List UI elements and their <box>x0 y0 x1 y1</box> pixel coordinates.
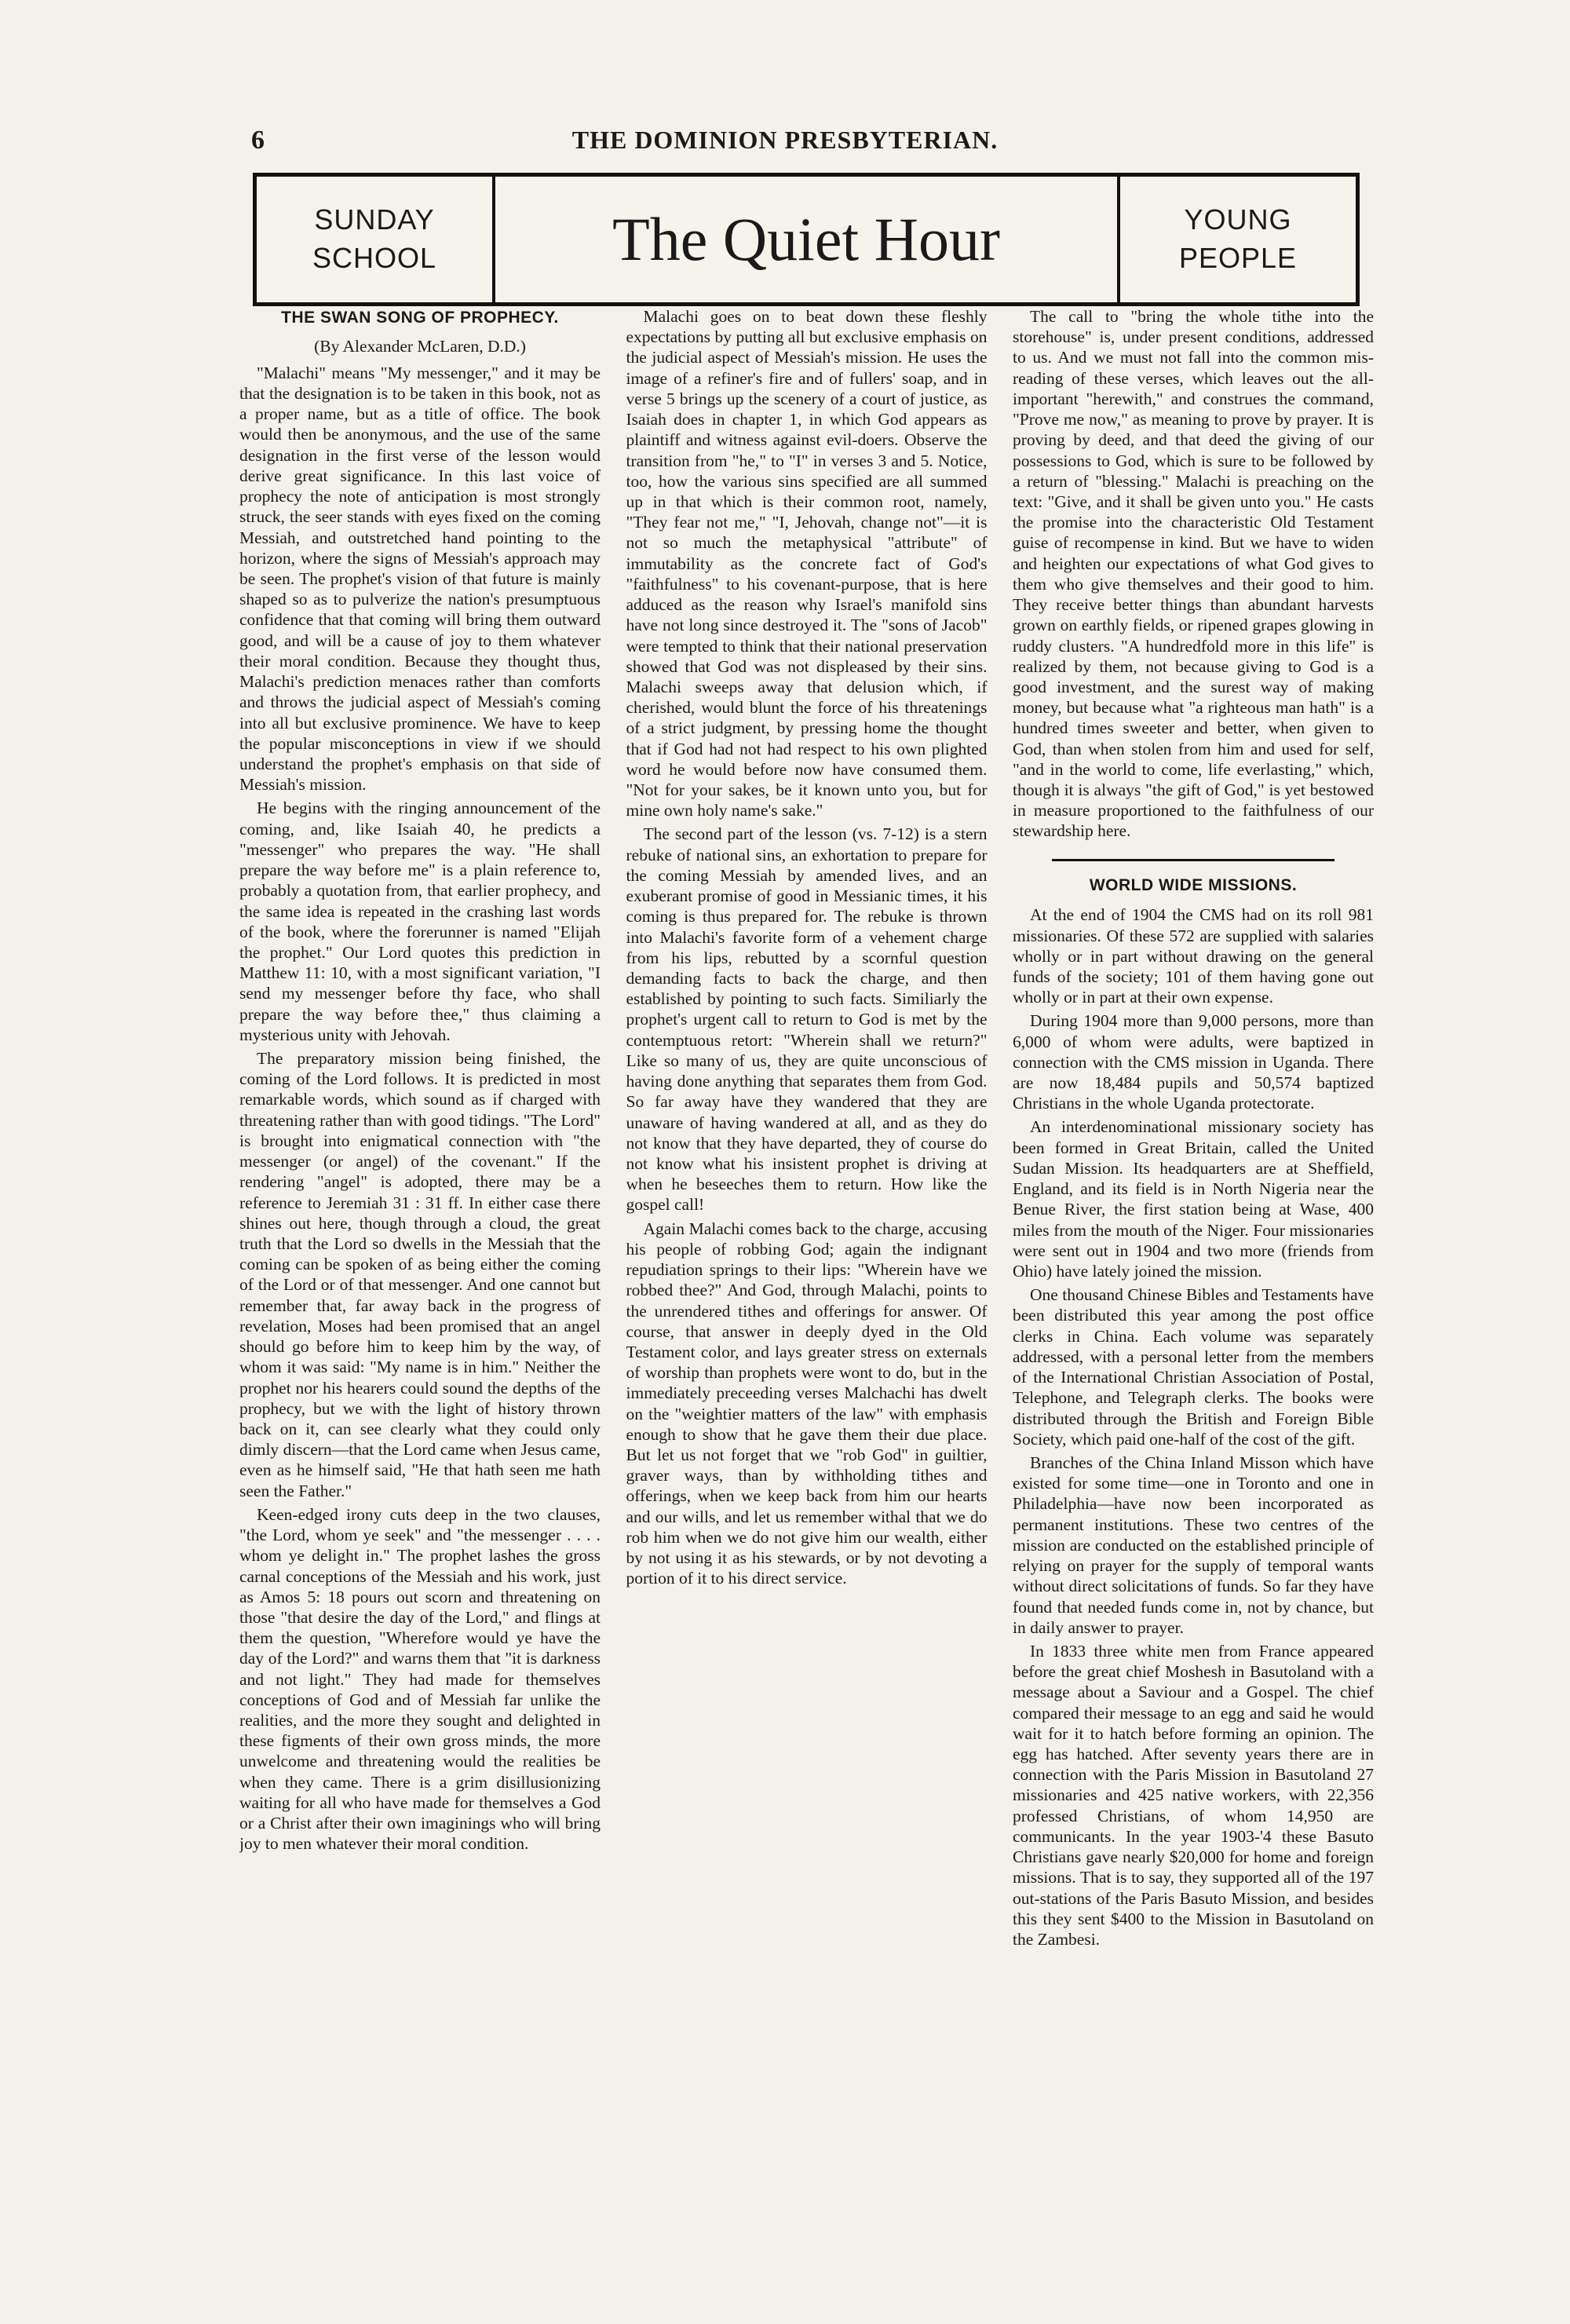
article-paragraph: "Malachi" means "My messenger," and it may be that the designation is to be taken in this book, not as a proper name, but as a title of office. The book would then be anonymous, and the use of the same designation in the first verse of the lesson would derive great significance. In this last voice of prophecy the note of anticipation is most strongly struck, the seer stands with eyes fixed on the coming Messiah, and outstretched hand pointing to the horizon, where the signs of Messiah's approach may be seen. The prophet's vision of that future is mainly shaped so as to pulverize the nation's presumptuous confidence that that coming will bring them outward good, and will be a cause of joy to them whatever their moral condition. Because they thought thus, Malachi's prediction menaces rather than comforts and throws the judicial aspect of Messiah's coming into all but exclusive prominence. We have to keep the popular misconceptions in view if we should understand the prophet's emphasis on that side of Messiah's mission. <box>239 363 601 795</box>
article-title: THE SWAN SONG OF PROPHECY. <box>281 309 559 327</box>
running-head: THE DOMINION PRESBYTERIAN. <box>571 126 999 154</box>
missions-paragraph: An interdenominational missionary society has been formed in Great Britain, called the United Sudan Mission. Its headquarters are at Sheffield, England, and its field is in North Nigeria near the Benue River, the first station being at Wase, 400 miles from the mouth of the Niger. Four missionaries were sent out in 1904 and two more (friends from Ohio) have lately joined the mission. <box>1013 1117 1374 1281</box>
missions-paragraph: During 1904 more than 9,000 persons, more than 6,000 of whom were adults, were baptized in connection with the CMS mission in Uganda. There are now 18,484 pupils and 50,574 baptized Christians in the whole Uganda protectorate. <box>1013 1011 1374 1113</box>
banner-right-line2: PEOPLE <box>1178 242 1298 274</box>
missions-paragraph: Branches of the China Inland Misson which have existed for some time—one in Toronto and one in Philadelphia—have now been incorporated as permanent institutions. These two centres of the mission are conducted on the established principle of relying on prayer for the supply of temporal wants without direct solicitations of funds. So far they have found that needed funds come in, not by chance, but in daily answer to prayer. <box>1013 1452 1374 1637</box>
banner-young-people <box>1117 177 1356 302</box>
article-paragraph: Again Malachi comes back to the charge, accusing his people of robbing God; again the indignant repudiation springs to their lips: "Wherein have we robbed thee?" And God, through Malachi, points to the unrendered tithes and offerings for answer. Of course, that answer in deeply dyed in the Old Testament color, and lays greater stress on externals of worship than prophets were wont to do, but in the immediately preceeding verses Malchachi has dwelt on the "weightier matters of the law" with emphasis enough to show that he gave them their due place. But let us not forget that we "rob God" in guiltier, graver ways, than by withholding tithes and offerings, when we keep back from him our hearts and our wills, and let us remember withal that we do rob him when we do not give him our wealth, either by not using it as his stewards, or by not devoting a portion of it to his direct service. <box>626 1219 988 1588</box>
article-columns <box>239 306 1374 2136</box>
article-paragraph: The preparatory mission being finished, the coming of the Lord follows. It is predicted in most remarkable words, which sound as if charged with threatening rather than with good tidings. "The Lord" is brought into enigmatical connection with "the messenger (or angel) of the covenant." If the rendering "angel" is adopted, there may be a reference to Jeremiah 31 : 31 ff. In either case there shines out here, though through a cloud, the great truth that the Lord so dwells in the Messiah that the coming can be spoken of as being either the coming of the Lord or of that messenger. And one cannot but remember that, far away back in the progress of revelation, Moses had been promised that an angel should go before him to keep him by the way, of whom it was said: "My name is in him." Neither the prophet nor his hearers could sound the depths of the prophecy, but we with the light of history thrown back on it, can see clearly what they could only dimly discern—that the Lord came when Jesus came, even as he himself said, "He that hath seen me hath seen the Father." <box>239 1049 601 1500</box>
banner-left-line2: SCHOOL <box>312 242 437 274</box>
column-2 <box>626 306 988 2136</box>
missions-title: WORLD WIDE MISSIONS. <box>1089 875 1298 894</box>
column-3 <box>1013 306 1374 2136</box>
banner-sunday-school <box>257 177 495 302</box>
article-paragraph: The second part of the lesson (vs. 7-12) is a stern rebuke of national sins, an exhortation to prepare for the coming Messiah by amended lives, and an exuberant promise of good in Messianic times, it his coming is thus prepared for. The rebuke is thrown into Malachi's favorite form of a vehement charge from his lips, rebutted by a scornful question demanding facts to back the charge, and then established by pointing to such facts. Similiarly the prophet's urgent call to return to God is met by the contemptuous retort: "Wherein shall we return?" Like so many of us, they are quite unconscious of having done anything that separates them from God. So far away have they wandered that they are unaware of having wandered at all, and as they do not know that they have departed, they of course do not know what his insistent prophet is driving at when he beseeches them to return. How like the gospel call! <box>626 824 988 1215</box>
banner-left-line1: SUNDAY <box>314 203 435 236</box>
article-paragraph: Keen-edged irony cuts deep in the two clauses, "the Lord, whom ye seek" and "the messenger . . . . whom ye delight in." The prophet lashes the gross carnal conceptions of the Messiah and his work, just as Amos 5: 18 pours out scorn and threatening on those "that desire the day of the Lord," and flings at them the question, "Wherefore would ye have the day of the Lord?" and warns them that "it is darkness and not light." They had made for themselves conceptions of God and of Messiah far unlike the realities, and the more they sought and delighted in these figments of their own gross minds, the more unwelcome and threatening would the realities be when they came. There is a grim disillusionizing waiting for all who have made for themselves a God or a Christ after their own imaginings who will bring joy to men whatever their moral condition. <box>239 1504 601 1854</box>
missions-paragraph: One thousand Chinese Bibles and Testaments have been distributed this year among the post office clerks in China. Each volume was separately addressed, with a personal letter from the members of the International Christian Association of Postal, Telephone, and Telegraph clerks. The books were distributed through the British and Foreign Bible Society, which paid one-half of the cost of the gift. <box>1013 1285 1374 1449</box>
article-byline: (By Alexander McLaren, D.D.) <box>314 336 526 356</box>
banner-title: The Quiet Hour <box>612 205 1000 273</box>
article-paragraph: Malachi goes on to beat down these fleshly expectations by putting all but exclusive emphasis on the judicial aspect of Messiah's mission. He uses the image of a refiner's fire and of fullers' soap, and in verse 5 brings up the scenery of a court of justice, as Isaiah does in chapter 1, in which God appears as plaintiff and witness against evil-doers. Observe the transition from "he," to "I" in verses 3 and 5. Notice, too, how the various sins specified are all summed up in that which is their common root, namely, "They fear not me," "I, Jehovah, change not"—it is not so much the metaphysical "attribute" of immutability as the concrete fact of God's "faithfulness" to his covenant-purpose, that is here adduced as the reason why Israel's manifold sins have not long since destroyed it. The "sons of Jacob" were tempted to think that their national preservation showed that God was not displeased by their sins. Malachi sweeps away that delusion which, if cherished, would blunt the force of his threatenings of a strict judgment, by pressing home the thought that if God had not had respect to his own plighted word he would before now have consumed them. "Not for your sakes, be it known unto you, but for mine own holy name's sake." <box>626 307 988 820</box>
missions-paragraph: In 1833 three white men from France appeared before the great chief Moshesh in Basutoland with a message about a Saviour and a Gospel. The chief compared their message to an egg and said he would wait for it to hatch before forming an opinion. The egg has hatched. After seventy years there are in connection with the Paris Mission in Basutoland 27 missionaries and 425 native workers, with 22,356 professed Christians, of whom 14,950 are communicants. In the year 1903-'4 these Basuto Christians gave nearly $20,000 for home and foreign missions. That is to say, they supported all of the 197 out-stations of the Paris Basuto Mission, and besides this they sent $400 to the Mission in Basutoland on the Zambesi. <box>1013 1641 1374 1949</box>
column-1 <box>239 306 601 2136</box>
missions-paragraph: At the end of 1904 the CMS had on its roll 981 missionaries. Of these 572 are supplied with salaries wholly or in part without drawing on the general funds of the society; 101 of them having gone out wholly or in part at their own expense. <box>1013 905 1374 1007</box>
article-paragraph: The call to "bring the whole tithe into the storehouse" is, under present conditions, addressed to us. And we must not fall into the common mis-reading of these verses, which leaves out the all-important "herewith," and construes the command, "Prove me now," as meaning to prove by prayer. It is proving by deed, and that deed the giving of our possessions to God, which is sure to be followed by a return of "blessing." Malachi is preaching on the text: "Give, and it shall be given unto you." He casts the promise into the characteristic Old Testament guise of recompense in kind. But we have to widen and heighten our expectations of what God gives to them who give themselves and their good to him. They receive better things than abundant harvests grown on earthly fields, or ripened grapes glowing in ruddy clusters. "A hundredfold more in this life" is realized by them, not because giving to God is a good investment, and the surest way of making money, but because what "a righteous man hath" is a hundred times sweeter and better, when given to God, than when stolen from him and used for self, "and in the world to come, life everlasting," which, though it is always "the gift of God," is yet bestowed in measure proportioned to the faithfulness of our stewardship here. <box>1013 307 1374 841</box>
section-divider <box>1052 859 1334 861</box>
banner-right-line1: YOUNG <box>1184 203 1292 236</box>
article-paragraph: He begins with the ringing announcement of the coming, and, like Isaiah 40, he predicts a "messenger" who prepares the way. "He shall prepare the way before me" is a plain reference to, probably a quotation from, that earlier prophecy, and the same idea is repeated in the crashing last words of the book, where the forerunner is named "Elijah the prophet." Our Lord quotes this prediction in Matthew 11: 10, with a most significant variation, "I send my messenger before thy face, who shall prepare the way before thee," thus claiming a mysterious unity with Jehovah. <box>239 798 601 1044</box>
section-banner <box>253 173 1360 306</box>
page-number: 6 <box>251 126 265 155</box>
